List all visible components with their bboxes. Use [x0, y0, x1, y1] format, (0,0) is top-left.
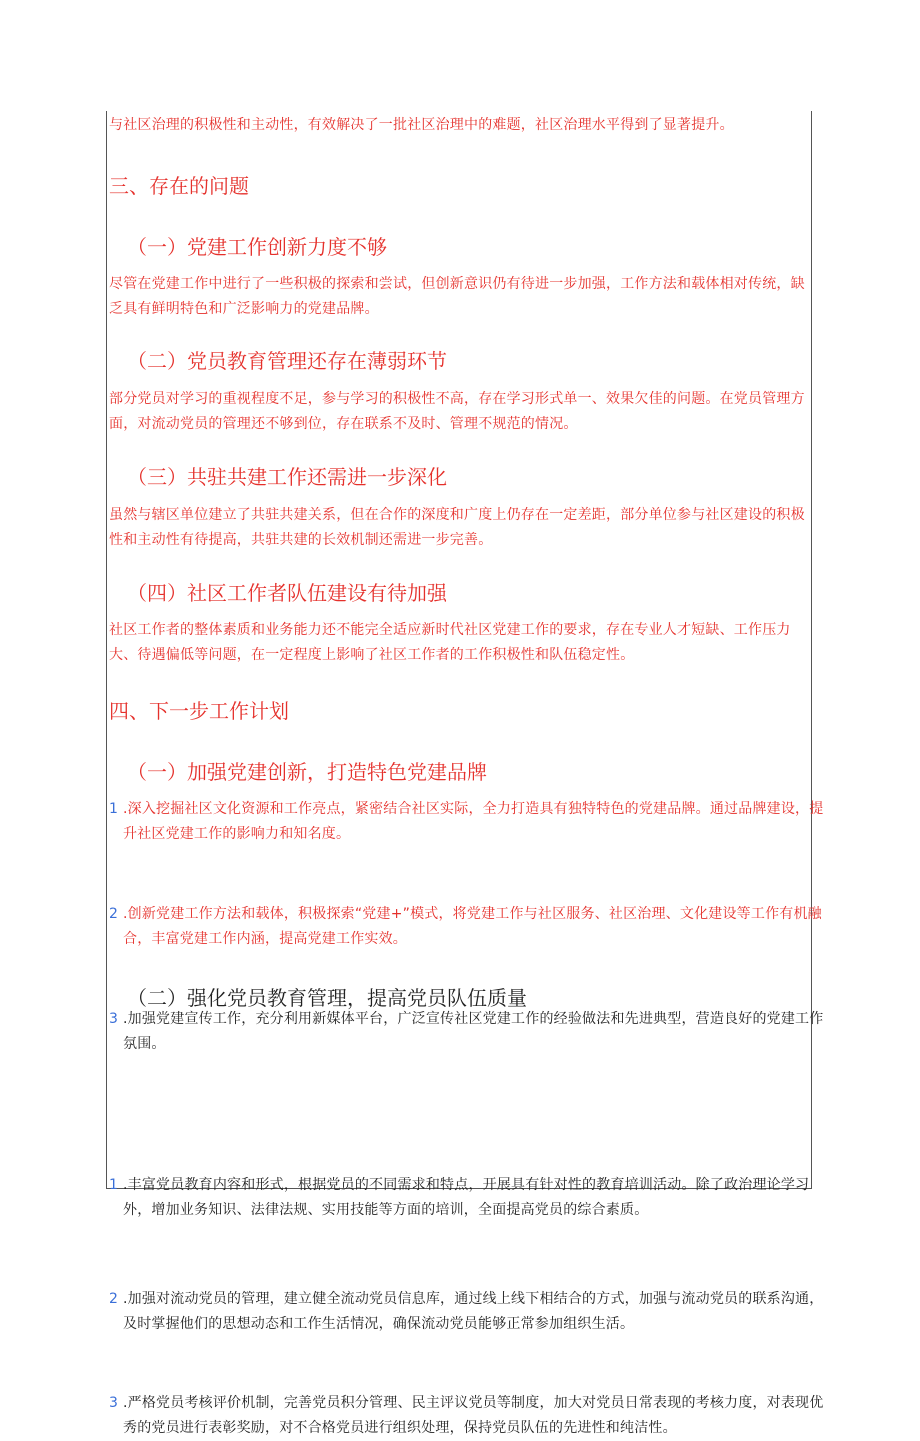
list-item	[109, 1173, 825, 1223]
section-3-heading-2: （二）党员教育管理还存在薄弱环节	[127, 349, 447, 373]
section-3-heading-3: （三）共驻共建工作还需进一步深化	[127, 465, 447, 489]
list-item-text: .丰富党员教育内容和形式，根据党员的不同需求和特点，开展具有针对性的教育培训活动。除了政治理论学习外，增加业务知识、法律法规、实用技能等方面的培训，全面提高党员的综合素质。	[123, 1177, 810, 1218]
list-item	[109, 1391, 825, 1441]
list-item-text: .加强对流动党员的管理，建立健全流动党员信息库，通过线上线下相结合的方式，加强与流动党员的联系沟通，及时掌握他们的思想动态和工作生活情况，确保流动党员能够正常参加组织生活。	[123, 1291, 824, 1332]
section-3-paragraph-4: 社区工作者的整体素质和业务能力还不能完全适应新时代社区党建工作的要求，存在专业人才短缺、工作压力大、待遇偏低等问题，在一定程度上影响了社区工作者的工作积极性和队伍稳定性。	[109, 622, 791, 663]
list-number: 1	[109, 1177, 119, 1193]
section-3-heading-4: （四）社区工作者队伍建设有待加强	[127, 581, 447, 605]
list-item	[109, 902, 825, 952]
list-number: 3	[109, 1395, 119, 1411]
section-4-heading-2: （二）强化党员教育管理，提高党员队伍质量	[127, 986, 527, 1010]
section-3-heading-1: （一）党建工作创新力度不够	[127, 235, 387, 259]
list-number: 2	[109, 1291, 119, 1307]
intro-paragraph: 与社区治理的积极性和主动性，有效解决了一批社区治理中的难题，社区治理水平得到了显著提升。	[109, 117, 734, 133]
list-item	[109, 797, 825, 847]
section-3-paragraph-3: 虽然与辖区单位建立了共驻共建关系，但在合作的深度和广度上仍存在一定差距，部分单位参与社区建设的积极性和主动性有待提高，共驻共建的长效机制还需进一步完善。	[109, 507, 805, 548]
list-item-text: .加强党建宣传工作，充分利用新媒体平台，广泛宣传社区党建工作的经验做法和先进典型，营造良好的党建工作氛围。	[123, 1011, 824, 1052]
list-number: 2	[109, 906, 119, 922]
section-4-heading-1: （一）加强党建创新，打造特色党建品牌	[127, 760, 487, 784]
list-item-text: .严格党员考核评价机制，完善党员积分管理、民主评议党员等制度，加大对党员日常表现的考核力度，对表现优秀的党员进行表彰奖励，对不合格党员进行组织处理，保持党员队伍的先进性和纯洁性。	[123, 1395, 824, 1436]
list-number: 1	[109, 801, 119, 817]
list-item-text: .创新党建工作方法和载体，积极探索“党建+”模式，将党建工作与社区服务、社区治理、文化建设等工作有机融合，丰富党建工作内涵，提高党建工作实效。	[123, 906, 822, 947]
section-3-paragraph-1: 尽管在党建工作中进行了一些积极的探索和尝试，但创新意识仍有待进一步加强，工作方法和载体相对传统，缺乏具有鲜明特色和广泛影响力的党建品牌。	[109, 276, 805, 317]
list-item-text: .深入挖掘社区文化资源和工作亮点，紧密结合社区实际，全力打造具有独特特色的党建品牌。通过品牌建设，提升社区党建工作的影响力和知名度。	[123, 801, 824, 842]
list-item	[109, 1007, 825, 1057]
list-number: 3	[109, 1011, 119, 1027]
section-3-title: 三、存在的问题	[109, 174, 249, 198]
list-item	[109, 1287, 825, 1337]
section-4-title: 四、下一步工作计划	[109, 699, 289, 723]
section-3-paragraph-2: 部分党员对学习的重视程度不足，参与学习的积极性不高，存在学习形式单一、效果欠佳的问题。在党员管理方面，对流动党员的管理还不够到位，存在联系不及时、管理不规范的情况。	[109, 391, 805, 432]
